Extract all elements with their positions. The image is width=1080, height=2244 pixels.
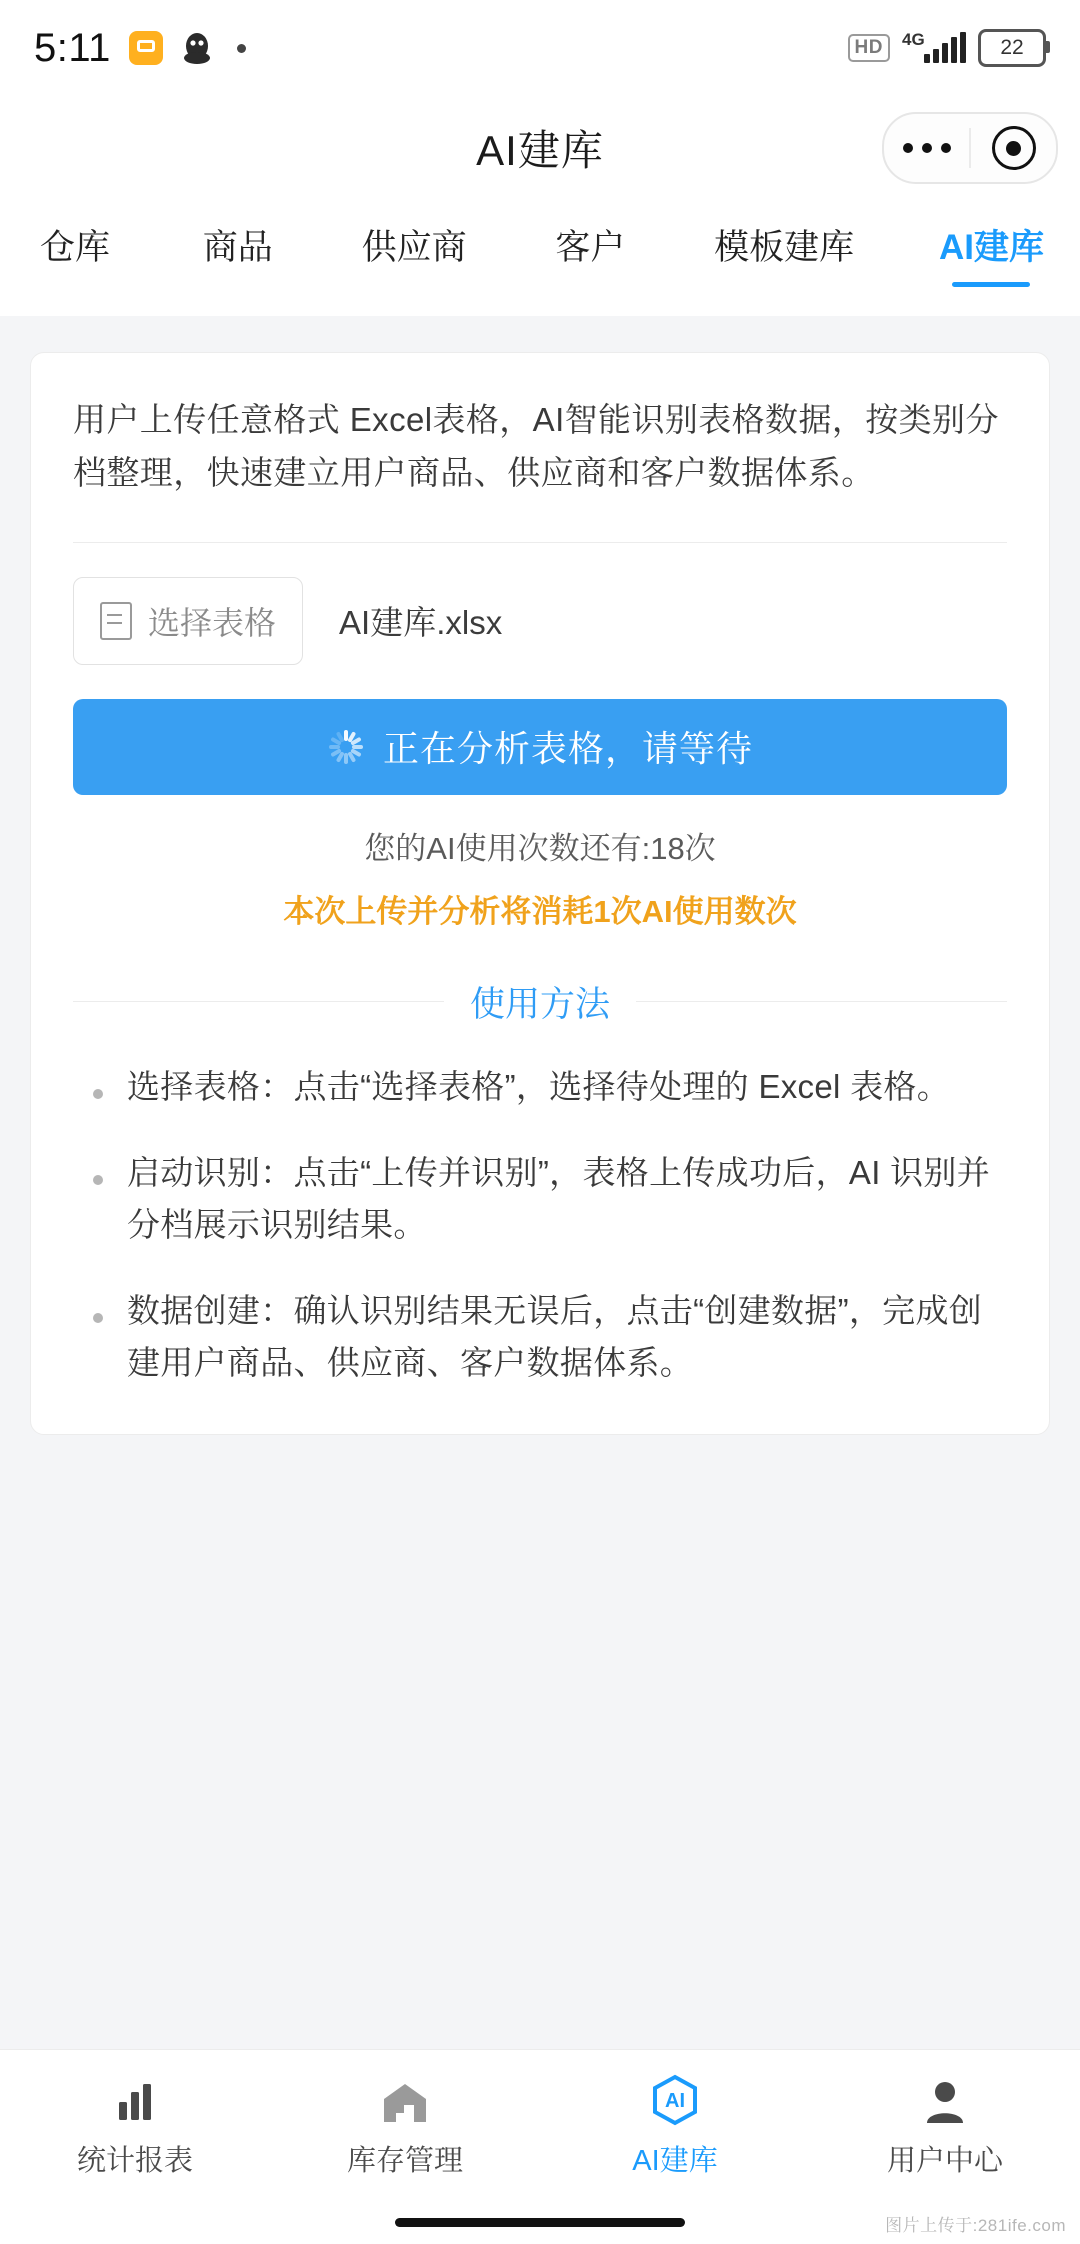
selected-file-name: AI建库.xlsx bbox=[339, 604, 503, 642]
watermark-text: 图片上传于:281ife.com bbox=[885, 2216, 1066, 2235]
choose-file-button[interactable] bbox=[73, 577, 303, 665]
nav-item-inventory[interactable] bbox=[270, 2072, 540, 2179]
warehouse-icon bbox=[380, 2072, 430, 2126]
tab-underline bbox=[952, 282, 1030, 287]
tab-underline bbox=[745, 282, 823, 287]
card-divider bbox=[73, 542, 1007, 543]
tab-underline bbox=[199, 282, 277, 287]
status-clock: 5:11 bbox=[34, 25, 111, 70]
howto-steps bbox=[73, 1061, 1007, 1390]
tab-label: 商品 bbox=[202, 228, 273, 267]
hd-icon: HD bbox=[848, 34, 890, 62]
analyze-button-label: 正在分析表格，请等待 bbox=[382, 728, 753, 770]
network-label: 4G bbox=[902, 30, 925, 49]
tab-warehouse[interactable] bbox=[30, 214, 120, 287]
qq-penguin-icon bbox=[181, 31, 213, 65]
main-content bbox=[0, 316, 1080, 2049]
tab-ai-build[interactable] bbox=[933, 214, 1050, 287]
nav-item-ai-build[interactable] bbox=[540, 2072, 810, 2179]
tab-label: AI建库 bbox=[938, 228, 1044, 267]
dot-icon bbox=[237, 44, 246, 53]
tab-label: 模板建库 bbox=[714, 228, 855, 267]
consume-warning-text: 本次上传并分析将消耗1次AI使用数次 bbox=[283, 893, 797, 929]
tab-underline bbox=[36, 282, 114, 287]
bottom-nav-bar[interactable] bbox=[0, 2049, 1080, 2200]
status-bar-right bbox=[848, 29, 1046, 67]
intro-text: 用户上传任意格式 Excel表格，AI智能识别表格数据，按类别分档整理，快速建立用户商品、供应商和客户数据体系。 bbox=[73, 401, 999, 492]
nav-item-statistics[interactable] bbox=[0, 2072, 270, 2179]
nav-item-label: AI建库 bbox=[632, 2144, 718, 2177]
usage-count-text: 您的AI使用次数还有:18次 bbox=[364, 830, 716, 866]
svg-text:AI: AI bbox=[665, 2089, 685, 2112]
mini-program-capsule[interactable] bbox=[882, 112, 1058, 184]
tab-customer[interactable] bbox=[545, 214, 635, 287]
status-bar bbox=[0, 0, 1080, 96]
ai-build-card bbox=[30, 352, 1050, 1435]
battery-icon bbox=[978, 29, 1046, 67]
tab-label: 仓库 bbox=[39, 228, 110, 267]
notes-badge-icon bbox=[129, 31, 163, 65]
list-item: 数据创建：确认识别结果无误后，点击“创建数据”，完成创建用户商品、供应商、客户数据体系。 bbox=[127, 1285, 999, 1389]
list-item: 启动识别：点击“上传并识别”，表格上传成功后，AI 识别并分档展示识别结果。 bbox=[127, 1147, 999, 1251]
nav-item-user-center[interactable] bbox=[810, 2072, 1080, 2179]
list-item: 选择表格：点击“选择表格”，选择待处理的 Excel 表格。 bbox=[127, 1061, 999, 1113]
nav-item-label: 库存管理 bbox=[346, 2144, 463, 2177]
target-circle-icon[interactable] bbox=[971, 126, 1056, 170]
app-bar bbox=[0, 96, 1080, 200]
tab-label: 客户 bbox=[555, 228, 626, 267]
analyze-button[interactable] bbox=[73, 699, 1007, 795]
network-indicator bbox=[902, 30, 966, 63]
tab-goods[interactable] bbox=[193, 214, 283, 287]
signal-bars-icon bbox=[924, 33, 966, 63]
home-indicator[interactable] bbox=[395, 2218, 685, 2227]
tab-template-build[interactable] bbox=[708, 214, 860, 287]
tab-label: 供应商 bbox=[361, 228, 467, 267]
bar-chart-icon bbox=[111, 2072, 159, 2126]
howto-rule-right bbox=[636, 1001, 1007, 1002]
document-icon bbox=[100, 602, 132, 640]
person-icon bbox=[922, 2072, 968, 2126]
tab-underline bbox=[375, 282, 453, 287]
more-dots-icon[interactable] bbox=[884, 143, 969, 153]
tab-supplier[interactable] bbox=[356, 214, 473, 287]
loading-spinner-icon bbox=[327, 728, 365, 766]
howto-rule-left bbox=[73, 1001, 444, 1002]
page-title: AI建库 bbox=[476, 127, 604, 174]
nav-item-label: 用户中心 bbox=[886, 2144, 1003, 2177]
nav-item-label: 统计报表 bbox=[76, 2144, 193, 2177]
howto-title: 使用方法 bbox=[470, 984, 611, 1024]
status-bar-left bbox=[34, 26, 246, 71]
battery-level: 22 bbox=[1000, 36, 1024, 59]
top-tab-bar[interactable] bbox=[0, 200, 1080, 316]
choose-file-label: 选择表格 bbox=[148, 604, 277, 641]
howto-header bbox=[73, 977, 1007, 1027]
file-select-row bbox=[73, 577, 1007, 665]
tab-underline bbox=[551, 282, 629, 287]
ai-hexagon-icon bbox=[650, 2072, 700, 2126]
